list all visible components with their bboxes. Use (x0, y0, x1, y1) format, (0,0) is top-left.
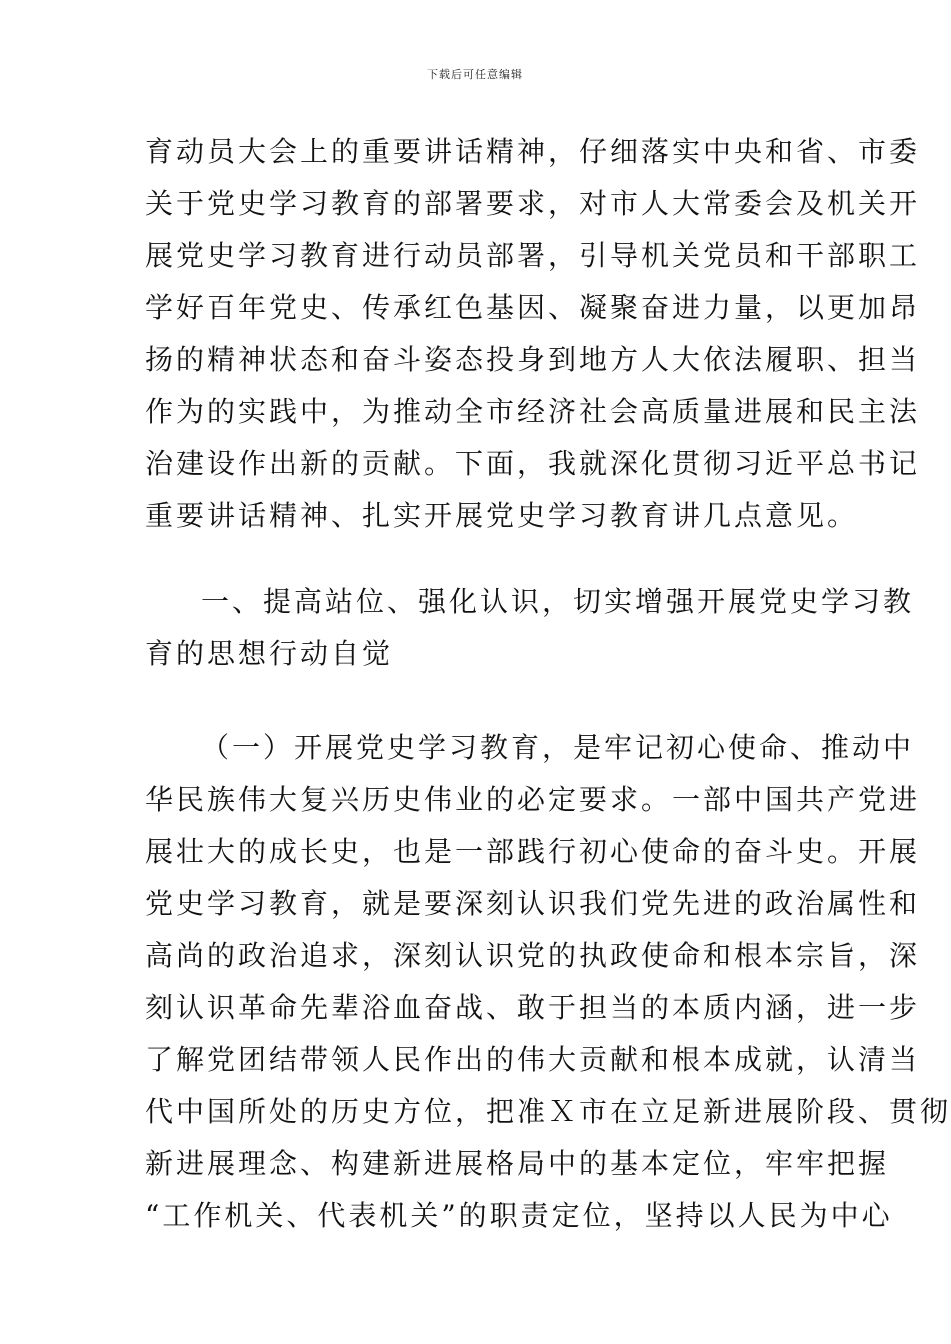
text-line: 展党史学习教育进行动员部署，引导机关党员和干部职工 (145, 239, 921, 272)
text-line: 治建设作出新的贡献。下面，我就深化贯彻习近平总书记 (145, 447, 921, 480)
text-line: “工作机关、代表机关”的职责定位，坚持以人民为中心 (145, 1199, 893, 1232)
paragraph-intro (145, 126, 921, 542)
heading-line: 一、提高站位、强化认识，切实增强开展党史学习教 (201, 585, 915, 618)
text-line: 育动员大会上的重要讲话精神，仔细落实中央和省、市委 (145, 135, 921, 168)
paragraph-section-1 (145, 722, 951, 1242)
text-line: 了解党团结带领人民作出的伟大贡献和根本成就，认清当 (145, 1043, 921, 1076)
section-heading (145, 576, 915, 680)
text-line: 作为的实践中，为推动全市经济社会高质量进展和民主法 (145, 395, 921, 428)
text-line: 刻认识革命先辈浴血奋战、敢于担当的本质内涵，进一步 (145, 991, 921, 1024)
text-line: 高尚的政治追求，深刻认识党的执政使命和根本宗旨，深 (145, 939, 921, 972)
page-header: 下载后可任意编辑 (427, 68, 523, 81)
text-line: 关于党史学习教育的部署要求，对市人大常委会及机关开 (145, 187, 921, 220)
text-line: （一）开展党史学习教育，是牢记初心使命、推动中 (201, 731, 915, 764)
text-line: 展壮大的成长史，也是一部践行初心使命的奋斗史。开展 (145, 835, 921, 868)
text-line: 华民族伟大复兴历史伟业的必定要求。一部中国共产党进 (145, 783, 921, 816)
text-line: 代中国所处的历史方位，把准Ｘ市在立足新进展阶段、贯彻 (145, 1095, 951, 1128)
text-line: 党史学习教育，就是要深刻认识我们党先进的政治属性和 (145, 887, 921, 920)
text-line: 重要讲话精神、扎实开展党史学习教育讲几点意见。 (145, 499, 859, 532)
text-line: 新进展理念、构建新进展格局中的基本定位，牢牢把握 (145, 1147, 890, 1180)
text-line: 扬的精神状态和奋斗姿态投身到地方人大依法履职、担当 (145, 343, 921, 376)
heading-line: 育的思想行动自觉 (145, 637, 394, 670)
text-line: 学好百年党史、传承红色基因、凝聚奋进力量，以更加昂 (145, 291, 921, 324)
